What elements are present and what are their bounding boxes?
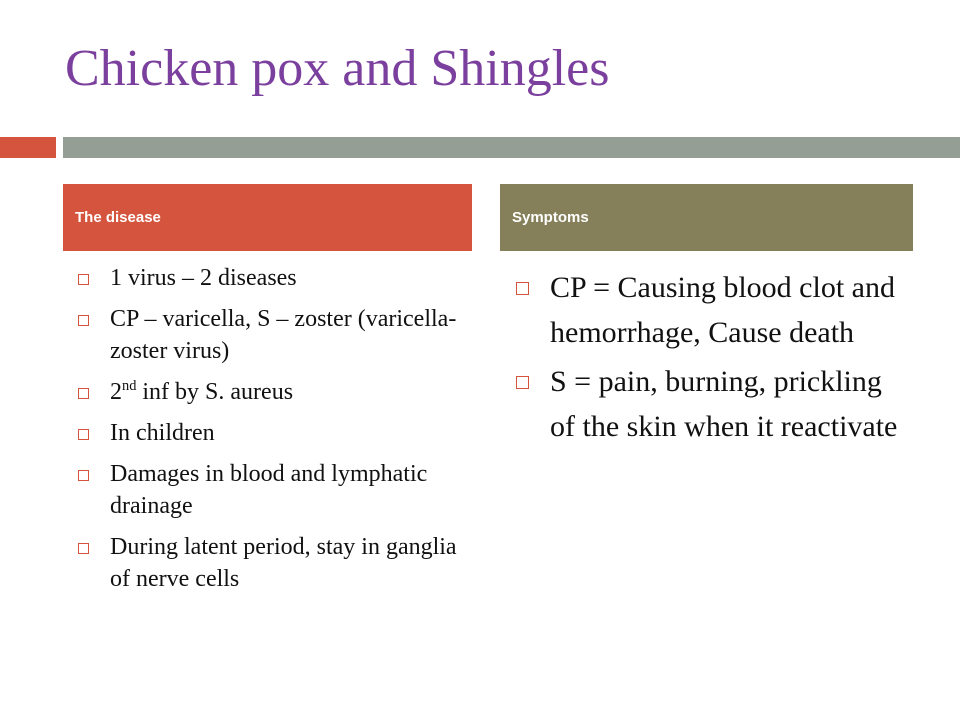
symptoms-header-label: Symptoms	[512, 209, 589, 226]
checkbox-bullet-icon	[516, 282, 529, 295]
checkbox-bullet-icon	[516, 376, 529, 389]
list-item: In children	[78, 417, 458, 449]
slide-title: Chicken pox and Shingles	[65, 40, 610, 97]
list-item: Damages in blood and lymphatic drainage	[78, 458, 458, 522]
list-item: 2nd inf by S. aureus	[78, 376, 458, 408]
disease-header	[63, 184, 472, 251]
disease-list	[78, 262, 458, 604]
list-item: CP – varicella, S – zoster (varicella-zoster virus)	[78, 303, 458, 367]
list-item: During latent period, stay in ganglia of nerve cells	[78, 531, 458, 595]
disease-header-label: The disease	[75, 209, 161, 226]
list-item: 1 virus – 2 diseases	[78, 262, 458, 294]
checkbox-bullet-icon	[78, 315, 89, 326]
checkbox-bullet-icon	[78, 543, 89, 554]
checkbox-bullet-icon	[78, 388, 89, 399]
checkbox-bullet-icon	[78, 429, 89, 440]
list-item: CP = Causing blood clot and hemorrhage, Cause death	[516, 265, 911, 355]
checkbox-bullet-icon	[78, 470, 89, 481]
symptoms-header	[500, 184, 913, 251]
accent-bar	[0, 137, 56, 158]
checkbox-bullet-icon	[78, 274, 89, 285]
symptoms-list	[516, 265, 911, 453]
list-item: S = pain, burning, prickling of the skin when it reactivate	[516, 359, 911, 449]
divider-bar	[63, 137, 960, 158]
